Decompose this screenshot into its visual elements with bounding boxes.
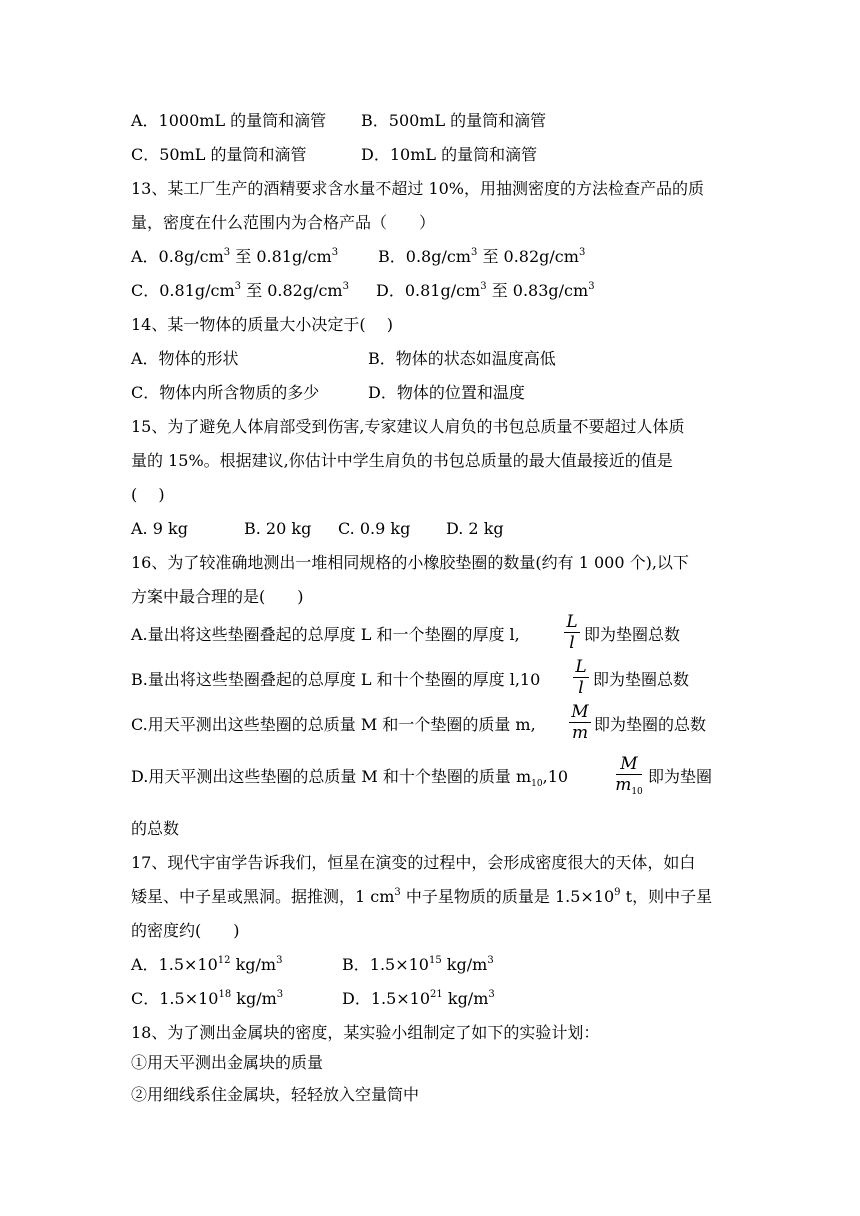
q16-option-c-text: C.用天平测出这些垫圈的总质量 M 和一个垫圈的质量 m, bbox=[131, 715, 536, 734]
q18-step-2: ②用细线系住金属块，轻轻放入空量筒中 bbox=[131, 1085, 420, 1104]
q15-stem-line1: 15、为了避免人体肩部受到伤害,专家建议人肩负的书包总质量不要超过人体质 bbox=[131, 417, 685, 436]
q16-option-a-tail: 即为垫圈总数 bbox=[584, 625, 681, 644]
q18-step-1: ①用天平测出金属块的质量 bbox=[131, 1053, 324, 1072]
q13-stem-line2: 量，密度在什么范围内为合格产品（ ） bbox=[131, 213, 436, 232]
q16-option-d-text: D.用天平测出这些垫圈的总质量 M 和十个垫圈的质量 $m_{10},10$ bbox=[131, 767, 569, 789]
q14-stem: 14、某一物体的质量大小决定于( ) bbox=[131, 315, 393, 334]
q13-stem-line1: 13、某工厂生产的酒精要求含水量不超过 10%，用抽测密度的方法检查产品的质 bbox=[131, 179, 705, 198]
q14-option-c: C．物体内所含物质的多少 bbox=[131, 383, 320, 402]
q17-stem-line3: 的密度约( ) bbox=[131, 921, 240, 940]
q15-option-b: B. 20 kg bbox=[244, 519, 312, 538]
q16-option-a-text: A.量出将这些垫圈叠起的总厚度 L 和一个垫圈的厚度 l, bbox=[131, 625, 520, 644]
q17-stem-line2: 矮星、中子星或黑洞。据推测，1 $cm^3$ 中子星物质的质量是 $1.5\times 10^9$ t，则中子星 bbox=[131, 887, 713, 906]
fraction-denominator: l bbox=[578, 678, 584, 698]
q12-option-a: A．1000mL 的量筒和滴管 bbox=[131, 111, 327, 130]
fraction-numerator: M bbox=[620, 754, 638, 774]
q16-option-c-fraction bbox=[568, 702, 592, 743]
q16-option-c-tail: 即为垫圈的总数 bbox=[594, 715, 707, 734]
q13-option-c: C．$0.81g/cm^3$ 至 $0.82g/cm^3$ bbox=[131, 281, 349, 300]
q16-option-d-fraction bbox=[615, 754, 643, 795]
q13-option-a: A．$0.8g/cm^3$ 至 $0.81g/cm^3$ bbox=[131, 247, 339, 266]
fraction-numerator: M bbox=[571, 702, 589, 722]
q12-option-c: C．50mL 的量筒和滴管 bbox=[131, 145, 307, 164]
q14-option-d: D．物体的位置和温度 bbox=[368, 383, 525, 402]
q12-option-d: D．10mL 的量筒和滴管 bbox=[361, 145, 538, 164]
q17-option-a: A．$1.5\times 10^{12}$ $kg/m^3$ bbox=[131, 955, 283, 974]
q18-stem: 18、为了测出金属块的密度，某实验小组制定了如下的实验计划： bbox=[131, 1023, 600, 1042]
q17-stem-line1: 17、现代宇宙学告诉我们，恒星在演变的过程中，会形成密度很大的天体，如白 bbox=[131, 853, 696, 872]
q16-option-a-fraction bbox=[563, 612, 581, 653]
q14-option-b: B．物体的状态如温度高低 bbox=[368, 349, 556, 368]
q17-option-d: D．$1.5\times 10^{21}$ $kg/m^3$ bbox=[342, 989, 495, 1008]
fraction-numerator: L bbox=[575, 657, 587, 677]
q13-option-b: B．$0.8g/cm^3$ 至 $0.82g/cm^3$ bbox=[378, 247, 586, 266]
q13-option-d: D．$0.81g/cm^3$ 至 $0.83g/cm^3$ bbox=[376, 281, 595, 300]
q15-stem-line3: ( ) bbox=[131, 485, 165, 504]
q16-option-d-continuation: 的总数 bbox=[131, 819, 180, 838]
q16-stem-line1: 16、为了较准确地测出一堆相同规格的小橡胶垫圈的数量(约有 1 000 个),以下 bbox=[131, 553, 689, 572]
q15-option-a: A. 9 kg bbox=[131, 519, 188, 538]
fraction-denominator: $m_{10}$ bbox=[615, 775, 643, 797]
q16-option-d-tail: 即为垫圈 bbox=[648, 767, 713, 786]
q14-option-a: A．物体的形状 bbox=[131, 349, 239, 368]
q15-stem-line2: 量的 15%。根据建议,你估计中学生肩负的书包总质量的最大值最接近的值是 bbox=[131, 451, 673, 470]
q16-stem-line2: 方案中最合理的是( ) bbox=[131, 587, 304, 606]
q15-option-c: C. 0.9 kg bbox=[338, 519, 411, 538]
q16-option-b-text: B.量出将这些垫圈叠起的总厚度 L 和十个垫圈的厚度 l,10 bbox=[131, 670, 541, 689]
fraction-denominator: l bbox=[569, 633, 575, 653]
fraction-denominator: m bbox=[571, 723, 589, 743]
q12-option-b: B．500mL 的量筒和滴管 bbox=[361, 111, 547, 130]
q17-option-c: C．$1.5\times 10^{18}$ $kg/m^3$ bbox=[131, 989, 284, 1008]
q15-option-d: D. 2 kg bbox=[446, 519, 504, 538]
q17-option-b: B．$1.5\times 10^{15}$ $kg/m^3$ bbox=[342, 955, 494, 974]
q16-option-b-fraction bbox=[572, 657, 590, 698]
q16-option-b-tail: 即为垫圈总数 bbox=[593, 670, 690, 689]
fraction-numerator: L bbox=[566, 612, 578, 632]
